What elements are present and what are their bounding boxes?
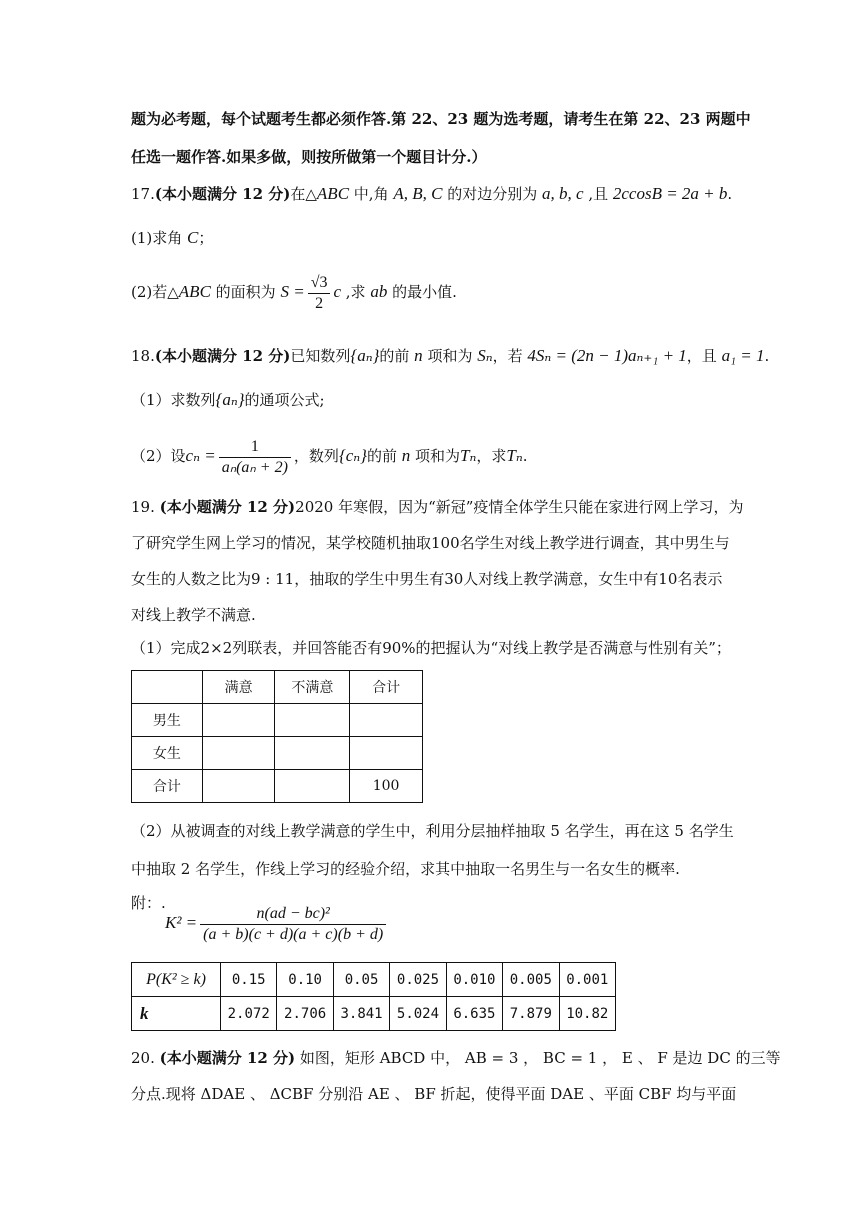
table-cell	[202, 770, 275, 803]
table-cell: 0.15	[221, 963, 277, 997]
q18-part-2	[131, 434, 528, 478]
q19-number: 19.	[131, 498, 155, 516]
q19-line-3: 女生的人数之比为9 : 11，抽取的学生中男生有30人对线上教学满意，女生中有10名表示	[131, 570, 723, 588]
q17-stem: 17.(本小题满分 12 分)在△ABC 中,角 A, B, C 的对边分别为 a, b, c ,且 2ccosB = 2a + b.	[131, 184, 733, 203]
table-header: 不满意	[275, 671, 350, 704]
table-cell	[350, 704, 423, 737]
q17-part-1-var: C	[187, 228, 199, 247]
q17-var-ab: ab	[370, 282, 388, 301]
table-header: 合计	[350, 671, 423, 704]
q18-var-tn: Tₙ	[506, 446, 523, 465]
q17-part-1-text: (1)求角	[131, 229, 188, 247]
table-row-label: P(K² ≥ k)	[132, 963, 221, 997]
q17-part-2-text: ,求	[341, 283, 371, 301]
table-row	[132, 737, 423, 770]
table-cell: 5.024	[390, 997, 446, 1031]
contingency-table	[131, 670, 423, 803]
q17-number: 17.	[131, 185, 155, 203]
table-cell: 2.706	[277, 997, 333, 1031]
q18-var-sn: Sₙ	[477, 346, 493, 365]
table-cell: 10.82	[559, 997, 615, 1031]
table-cell: 0.001	[559, 963, 615, 997]
q17-triangle: ABC	[316, 184, 350, 203]
q17-part-1	[131, 227, 213, 249]
table-cell: 0.025	[390, 963, 446, 997]
table-row	[132, 671, 423, 704]
table-cell	[275, 737, 350, 770]
q17-text: 中,角	[349, 185, 394, 203]
q17-part-2-end: 的最小值.	[387, 283, 457, 301]
table-cell	[132, 671, 203, 704]
q19-line-2: 了研究学生网上学习的情况，某学校随机抽取100名学生对线上教学进行调查，其中男生与	[131, 534, 730, 552]
q18-fraction-num: 1	[219, 437, 291, 458]
q18-part-1-text: （1）求数列	[131, 391, 216, 409]
table-cell: 2.072	[221, 997, 277, 1031]
q18-stem	[131, 345, 769, 367]
table-row-label: k	[132, 997, 221, 1031]
q18-initial: a₁ = 1	[721, 346, 765, 365]
q18-number: 18.	[131, 347, 155, 365]
q17-fraction-num: √3	[308, 273, 331, 294]
q18-text: ，若	[492, 347, 528, 365]
q17-part-1-end: ；	[198, 229, 214, 247]
k-squared-formula	[165, 900, 389, 946]
q18-text: 的前	[379, 347, 415, 365]
table-cell: 7.879	[503, 997, 559, 1031]
table-cell	[202, 737, 275, 770]
formula-denominator: (a + b)(c + d)(a + c)(b + d)	[203, 925, 384, 943]
table-cell: 100	[350, 770, 423, 803]
formula-numerator: n(ad − bc)²	[200, 904, 386, 925]
q18-part-2-text: 的前	[366, 447, 402, 465]
table-cell: 0.010	[446, 963, 502, 997]
q17-fraction	[308, 273, 331, 314]
q19-part-2-line-2: 中抽取 2 名学生，作线上学习的经验介绍，求其中抽取一名男生与一名女生的概率.	[131, 860, 680, 878]
q18-part-2-text: 项和为	[410, 447, 461, 465]
q19-text: 2020 年寒假，因为“新冠”疫情全体学生只能在家进行网上学习，为	[295, 498, 744, 516]
critical-value-table	[131, 962, 616, 1031]
table-cell: 0.005	[503, 963, 559, 997]
table-cell	[275, 770, 350, 803]
q19-line-1	[131, 496, 743, 518]
q17-area-lhs: S =	[280, 282, 305, 301]
intro-line-2: 任选一题作答.如果多做，则按所做第一个题目计分.）	[131, 148, 487, 166]
q19-part-1: （1）完成2×2列联表，并回答能否有90%的把握认为“对线上教学是否满意与性别有关”；	[131, 639, 731, 657]
table-cell: 0.05	[333, 963, 389, 997]
table-cell: 6.635	[446, 997, 502, 1031]
q18-fraction	[219, 437, 291, 478]
formula-lhs: K² =	[165, 913, 198, 932]
q18-tag: (本小题满分 12 分)	[154, 347, 291, 365]
q17-var-c: c	[333, 282, 342, 301]
q18-text: .	[764, 347, 770, 365]
q19-tag: (本小题满分 12 分)	[159, 498, 296, 516]
q19-appendix-label: 附：.	[131, 894, 166, 912]
q18-part-2-text: ，数列	[293, 447, 339, 465]
table-cell	[275, 704, 350, 737]
table-cell: 3.841	[333, 997, 389, 1031]
q20-text: 如图，矩形 ABCD 中， AB = 3 ， BC = 1 ， E 、 F 是边 DC 的三等	[295, 1049, 781, 1067]
q18-var-tn: Tₙ	[460, 446, 477, 465]
q18-part-2-text: （2）设	[131, 447, 186, 465]
q17-text: 在△	[290, 185, 317, 203]
q17-part-2-text: 的面积为	[210, 283, 281, 301]
formula-fraction	[200, 904, 386, 945]
q18-text: 项和为	[422, 347, 478, 365]
q18-cn-lhs: cₙ =	[185, 446, 216, 465]
q17-sides: a, b, c	[542, 184, 584, 203]
q17-triangle: ABC	[178, 282, 211, 301]
q17-condition: 2ccosB = 2a + b	[612, 184, 728, 203]
q17-part-2-text: (2)若△	[131, 283, 179, 301]
table-row	[132, 770, 423, 803]
q18-part-1	[131, 389, 325, 411]
q17-angles: A, B, C	[393, 184, 443, 203]
table-row-label: 男生	[132, 704, 203, 737]
q18-var-n: n	[401, 446, 411, 465]
q20-tag: (本小题满分 12 分)	[159, 1049, 296, 1067]
intro-line-1: 题为必考题，每个试题考生都必须作答.第 22、23 题为选考题，请考生在第 22、23 两题中	[131, 110, 751, 128]
table-row	[132, 963, 616, 997]
q18-fraction-den: aₙ(aₙ + 2)	[221, 458, 288, 476]
q20-line-1	[131, 1047, 781, 1069]
q17-part-2	[131, 270, 457, 314]
q19-part-2-line-1: （2）从被调查的对线上教学满意的学生中，利用分层抽样抽取 5 名学生，再在这 5 名学生	[131, 822, 734, 840]
table-cell	[202, 704, 275, 737]
q19-line-4: 对线上教学不满意.	[131, 606, 256, 624]
table-row	[132, 997, 616, 1031]
table-cell: 0.10	[277, 963, 333, 997]
q18-text: 已知数列	[290, 347, 351, 365]
q20-line-2: 分点.现将 ΔDAE 、 ΔCBF 分别沿 AE 、 BF 折起，使得平面 DAE 、平面 CBF 均与平面	[131, 1085, 737, 1103]
table-row-label: 女生	[132, 737, 203, 770]
q18-condition: 4Sₙ = (2n − 1)aₙ₊₁ + 1	[527, 346, 687, 365]
q18-text: ，且	[686, 347, 722, 365]
q20-number: 20.	[131, 1049, 155, 1067]
q18-part-2-end: .	[522, 447, 528, 465]
q17-text: ,且	[583, 185, 613, 203]
q18-part-1-end: 的通项公式;	[244, 391, 325, 409]
q17-tag: (本小题满分 12 分)	[154, 185, 291, 203]
q18-cn-seq: {cₙ}	[338, 446, 367, 465]
table-row-label: 合计	[132, 770, 203, 803]
q17-text: 的对边分别为	[442, 185, 542, 203]
table-header: 满意	[202, 671, 275, 704]
q18-var-n: n	[414, 346, 423, 365]
q18-sequence: {aₙ}	[350, 346, 380, 365]
q17-fraction-den: 2	[315, 294, 324, 312]
table-row	[132, 704, 423, 737]
q18-part-1-seq: {aₙ}	[215, 390, 245, 409]
q18-part-2-text: ，求	[476, 447, 507, 465]
table-cell	[350, 737, 423, 770]
